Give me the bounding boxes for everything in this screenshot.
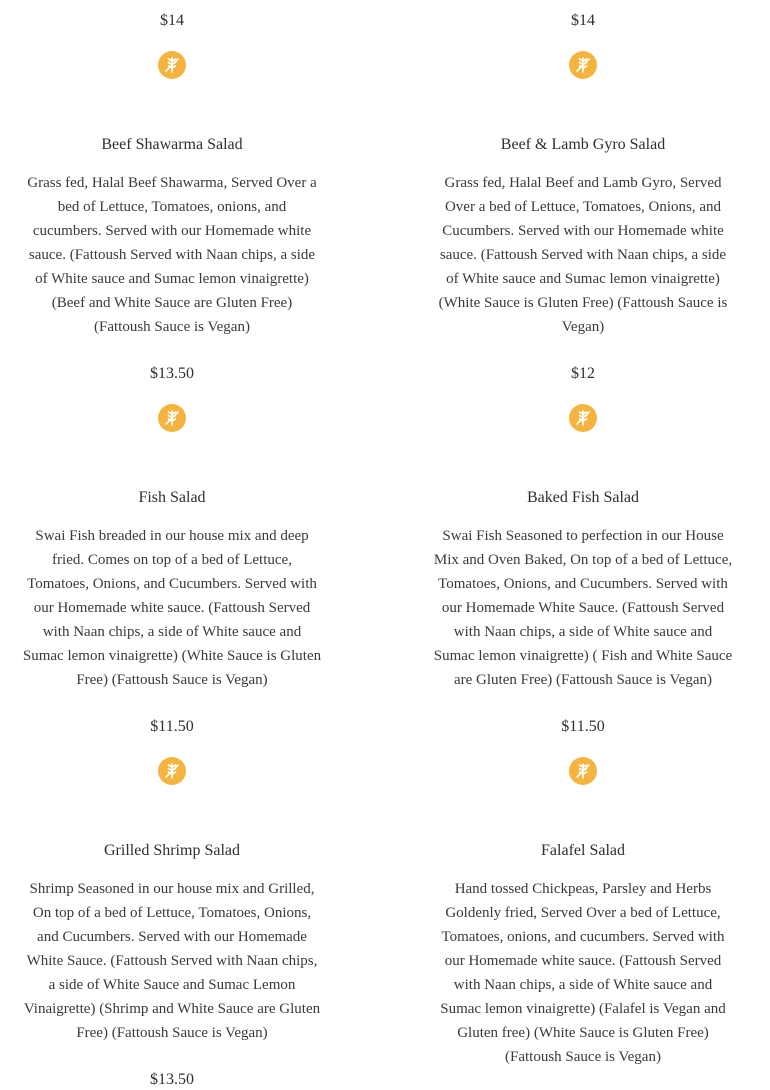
item-title: Fish Salad — [138, 489, 206, 506]
menu-item-grilled-shrimp-salad — [22, 841, 322, 1045]
gluten-free-wheat-icon — [158, 757, 186, 785]
item-price: $13.50 — [150, 1071, 194, 1088]
item-price: $12 — [571, 365, 595, 382]
menu-item-beef-lamb-gyro-salad — [433, 135, 733, 339]
menu-item-beef-shawarma-salad — [22, 135, 322, 339]
item-price: $11.50 — [150, 718, 194, 735]
item-description: Swai Fish Seasoned to perfection in our House Mix and Oven Baked, On top of a bed of Lettuce, Tomatoes, Onions, and Cucumbers. Served with our Homemade White Sauce. (Fattoush Served with Naan chips, a side of White sauce and Sumac lemon vinaigrette) ( Fish and White Sauce are Gluten Free) (Fattoush Sauce is Vegan) — [433, 528, 733, 688]
gluten-free-wheat-icon — [569, 757, 597, 785]
gluten-free-wheat-icon — [569, 404, 597, 432]
item-title: Grilled Shrimp Salad — [104, 842, 240, 859]
menu-item-fish-salad — [22, 488, 322, 692]
gluten-free-wheat-icon — [569, 51, 597, 79]
item-title: Baked Fish Salad — [527, 489, 639, 506]
item-price: $11.50 — [561, 718, 605, 735]
gluten-free-wheat-icon — [158, 51, 186, 79]
item-description: Shrimp Seasoned in our house mix and Grilled, On top of a bed of Lettuce, Tomatoes, Onions, and Cucumbers. Served with our Homemade White Sauce. (Fattoush Served with Naan chips, a side of White Sauce and Sumac Lemon Vinaigrette) (Shrimp and White Sauce are Gluten Free) (Fattoush Sauce is Vegan) — [23, 881, 321, 1041]
menu-item-falafel-salad — [433, 841, 733, 1069]
menu-item-baked-fish-salad — [433, 488, 733, 692]
item-title: Beef Shawarma Salad — [101, 136, 243, 153]
item-description: Grass fed, Halal Beef Shawarma, Served Over a bed of Lettuce, Tomatoes, onions, and cucumbers. Served with our Homemade white sauce. (Fattoush Served with Naan chips, a side of White sauce and Sumac lemon vinaigrette) (Beef and White Sauce are Gluten Free) (Fattoush Sauce is Vegan) — [27, 175, 317, 335]
item-title: Falafel Salad — [541, 842, 625, 859]
item-description: Hand tossed Chickpeas, Parsley and Herbs Goldenly fried, Served Over a bed of Lettuce, Tomatoes, onions, and cucumbers. Served with our Homemade white sauce. (Fattoush Served with Naan chips, a side of White sauce and Sumac lemon vinaigrette) (Falafel is Vegan and Gluten free) (White Sauce is Gluten Free) (Fattoush Sauce is Vegan) — [440, 881, 726, 1065]
item-title: Beef & Lamb Gyro Salad — [500, 136, 666, 153]
item-description: Grass fed, Halal Beef and Lamb Gyro, Served Over a bed of Lettuce, Tomatoes, Onions, and Cucumbers. Served with our Homemade white sauce. (Fattoush Served with Naan chips, a side of White sauce and Sumac lemon vinaigrette) (White Sauce is Gluten Free) (Fattoush Sauce is Vegan) — [438, 175, 728, 335]
gluten-free-wheat-icon — [158, 404, 186, 432]
item-price: $14 — [571, 12, 595, 29]
item-price: $13.50 — [150, 365, 194, 382]
item-description: Swai Fish breaded in our house mix and deep fried. Comes on top of a bed of Lettuce, Tomatoes, Onions, and Cucumbers. Served with our Homemade white sauce. (Fattoush Served with Naan chips, a side of White sauce and Sumac lemon vinaigrette) (White Sauce is Gluten Free) (Fattoush Sauce is Vegan) — [22, 528, 322, 688]
item-price: $14 — [160, 12, 184, 29]
